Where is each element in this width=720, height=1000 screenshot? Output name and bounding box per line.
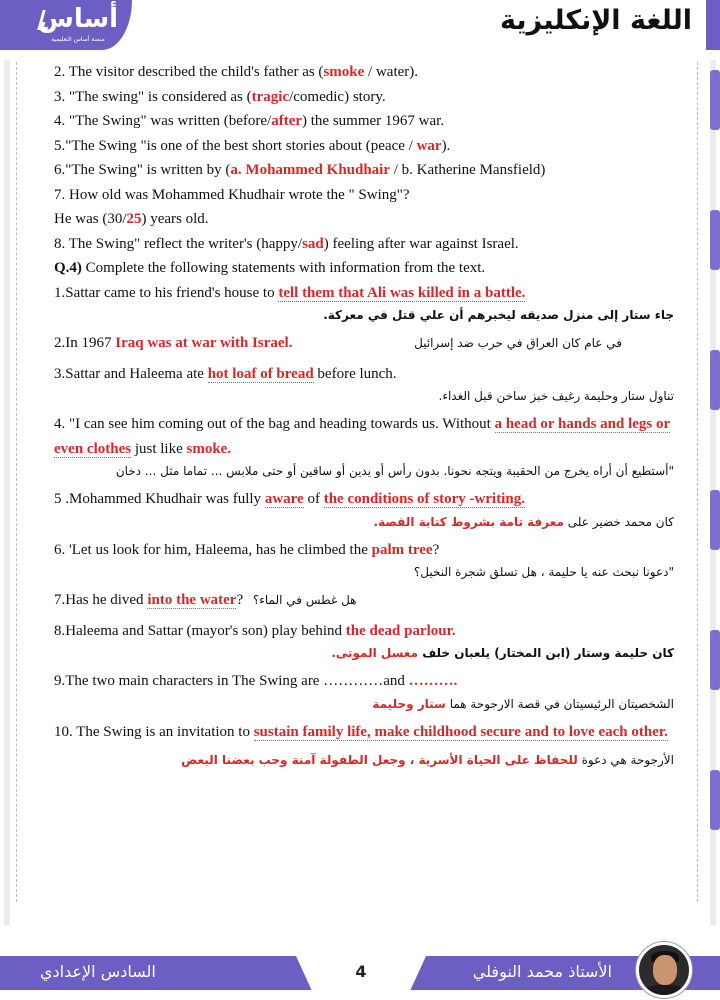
statement-7-arabic: هل غطس في الماء؟ [252,593,357,607]
text: 4. "I can see him coming out of the bag and heading towards us. Without [54,416,495,432]
statement-1 [54,281,674,306]
question-line-6 [54,158,674,183]
text: ) years old. [141,211,209,227]
answer: معرفة تامة بشروط كتابة القصة. [373,514,564,529]
statement-1-arabic: جاء ستار إلى منزل صديقه ليخبرهم أن علي قتل في معركة. [323,308,674,322]
statement-5-arabic [54,512,674,532]
text: ? [432,541,440,558]
worksheet-content [54,60,674,770]
text: 6."The Swing" is written by ( [54,162,231,178]
page-footer [0,942,720,1000]
side-tab [710,70,720,130]
text: كان حليمة وستار (ابن المختار) يلعبان خلف [418,646,674,660]
text: 5 .Mohammed Khudhair was fully [54,491,265,507]
text: ) the summer 1967 war. [302,113,445,129]
text: He was (30/ [54,211,127,227]
section-instruction: Complete the following statements with information from the text. [81,260,486,276]
answer: sad [302,235,324,252]
answer: مغسل الموتى. [331,646,419,660]
page-title: اللغة الإنكليزية [500,5,692,36]
statement-3-arabic: تناول ستار وحليمة رغيف خبز ساخن قبل الغداء. [438,389,674,403]
statement-6-arabic: "دعونا نبحث عنه يا حليمة ، هل تسلق شجرة النخيل؟ [413,565,674,579]
question-line-4 [54,109,674,134]
statement-3 [54,362,674,387]
question-line-8 [54,232,674,257]
text: 7.Has he dived [54,592,148,608]
text: 4. "The Swing" was written (before/ [54,113,272,129]
answer: the dead parlour. [345,622,456,639]
answer: tragic [251,88,290,105]
brand-logo [36,4,120,46]
text: of [303,491,324,507]
statement-4 [54,412,674,461]
answer: tell them that Ali was killed in a battle. [278,284,526,301]
text: الأرجوحة هي دعوة [577,753,674,767]
avatar-face [653,955,677,985]
answer: 25 [126,211,142,227]
logo-mark: أساس [37,4,119,34]
answer: a. Mohammed Khudhair [230,162,391,178]
question-line-2 [54,60,674,85]
text: / water). [364,64,419,80]
statement-9 [54,669,674,694]
text: ? [236,592,247,608]
side-tab [710,770,720,830]
header-right-band [706,0,720,50]
side-tab [710,490,720,550]
text: before lunch. [313,365,397,382]
answer: war [416,137,442,154]
answer: smoke [323,64,365,80]
answer-line-7 [54,207,674,232]
text: كان محمد خضير على [563,514,674,529]
side-tab [710,630,720,690]
teacher-avatar [636,942,692,998]
question-line-3 [54,85,674,110]
grade-label: السادس الإعدادي [40,962,156,981]
section-label: Q.4) [54,260,82,276]
text: 10. The Swing is an invitation to [54,723,254,740]
text: ) feeling after war against Israel. [323,235,519,252]
question-line-7: 7. How old was Mohammed Khudhair wrote the " Swing"? [54,186,410,203]
answer: للحفاظ على الحياة الأسرية ، وجعل الطفولة آمنة وحب بعضنا البعض [181,753,578,767]
text: ). [441,137,451,154]
text: / b. Katherine Mansfield) [390,162,546,178]
text: 8.Haleema and Sattar (mayor's son) play behind [54,622,346,639]
answer: smoke. [186,440,232,457]
text: 3. "The swing" is considered as ( [54,88,252,105]
text: /comedic) story. [289,88,386,105]
text: 3.Sattar and Haleema ate [54,365,208,382]
answer: aware [264,491,304,507]
text: 9.The two main characters in The Swing are …………and [54,673,409,689]
text: 1.Sattar came to his friend's house to [54,284,279,301]
statement-5 [54,487,674,512]
statement-4-arabic: "أستطيع أن أراه يخرج من الحقيبة ويتجه نحونا. بدون رأس أو يدين أو ساقين أو حتى ملابس ... تماما مثل ... دخان [115,464,674,478]
text: 6. 'Let us look for him, Haleema, has he climbed the [54,541,372,558]
side-tab [710,210,720,270]
statement-2 [54,331,674,356]
avatar-body [643,985,687,998]
answer: ………. [408,673,458,689]
right-frame-line [697,62,698,902]
answer: after [271,113,303,129]
logo-subtitle: منصة أساس التعليمية [51,36,105,43]
side-tab [710,350,720,410]
page-number: 4 [355,962,367,981]
answer: into the water [147,592,237,608]
page-header [0,0,720,50]
answer: a head or hands and legs or even clothes [54,416,671,457]
statement-10-arabic [54,750,674,770]
answer: sustain family life, make childhood secure and to love each other. [253,723,668,740]
statement-8 [54,619,674,644]
statement-8-arabic [54,643,674,663]
text: الشخصيتان الرئيسيتان في قصة الارجوحة هما [445,696,674,711]
left-side-stripe [4,60,10,925]
statement-7 [54,588,674,613]
statement-6 [54,538,674,563]
text: 2.In 1967 [54,335,116,351]
section-heading-q4 [54,256,674,281]
answer: hot loaf of bread [207,365,314,382]
statement-9-arabic [54,694,674,714]
question-line-5 [54,134,674,159]
statement-2-arabic: في عام كان العراق في حرب ضد إسرائيل [414,336,622,350]
text: 5."The Swing "is one of the best short stories about (peace / [54,137,417,154]
answer: ستار وحليمة [372,696,446,711]
text: 2. The visitor described the child's father as ( [54,64,324,80]
answer: palm tree [371,541,433,558]
text: just like [131,440,187,457]
left-frame-line [16,62,17,902]
statement-10 [54,720,674,745]
answer: Iraq was at war with Israel. [115,335,293,351]
text: 8. The Swing" reflect the writer's (happy/ [54,235,303,252]
answer: the conditions of story -writing. [323,491,525,507]
teacher-name: الأستاذ محمد النوفلي [472,962,612,981]
right-side-tabs [710,60,720,925]
